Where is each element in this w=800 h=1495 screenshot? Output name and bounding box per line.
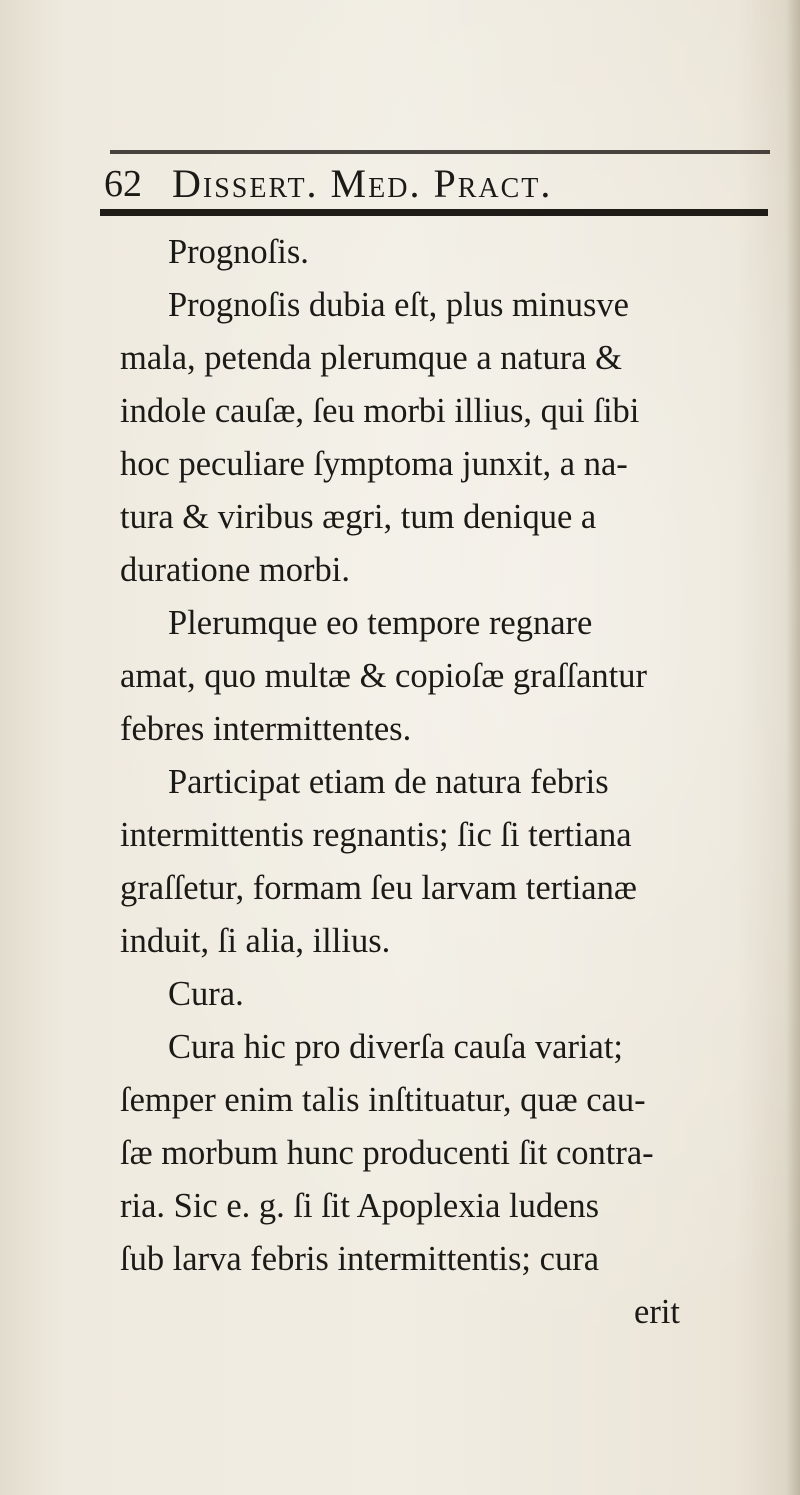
text-line: ſæ morbum hunc producenti ſit contra- xyxy=(120,1134,654,1172)
header-rule-bottom xyxy=(100,209,768,216)
text-line: hoc peculiare ſymptoma junxit, a na- xyxy=(120,445,628,483)
text-line: ſemper enim talis inſtituatur, quæ cau- xyxy=(120,1081,646,1119)
text-line: ria. Sic e. g. ſi ſit Apoplexia ludens xyxy=(120,1187,600,1225)
page-edge-shadow xyxy=(786,0,800,1495)
body-text xyxy=(120,226,760,1339)
text-line: amat, quo multæ & copioſæ graſſantur xyxy=(120,657,648,695)
section-heading-prognosis: Prognoſis. xyxy=(168,233,309,271)
text-line: Participat etiam de natura febris xyxy=(168,763,609,801)
text-line: indole cauſæ, ſeu morbi illius, qui ſibi xyxy=(120,392,640,430)
page-number: 62 xyxy=(104,163,142,205)
page-header xyxy=(104,160,766,208)
text-line: graſſetur, formam ſeu larvam tertianæ xyxy=(120,869,637,907)
catchword: erit xyxy=(634,1293,680,1331)
text-line: Cura hic pro diverſa cauſa variat; xyxy=(168,1028,624,1066)
text-line: mala, petenda plerumque a natura & xyxy=(120,339,622,377)
text-line: duratione morbi. xyxy=(120,551,350,589)
text-line: ſub larva febris intermittentis; cura xyxy=(120,1240,600,1278)
text-line: Plerumque eo tempore regnare xyxy=(168,604,593,642)
text-line: intermittentis regnantis; ſic ſi tertiana xyxy=(120,816,632,854)
text-line: febres intermittentes. xyxy=(120,710,412,748)
text-line: induit, ſi alia, illius. xyxy=(120,922,391,960)
text-line: Prognoſis dubia eſt, plus minusve xyxy=(168,286,629,324)
running-head: Dissert. Med. Pract. xyxy=(172,161,553,206)
header-rule-top xyxy=(110,150,770,154)
text-line: tura & viribus ægri, tum denique a xyxy=(120,498,597,536)
section-heading-cura: Cura. xyxy=(168,975,244,1013)
